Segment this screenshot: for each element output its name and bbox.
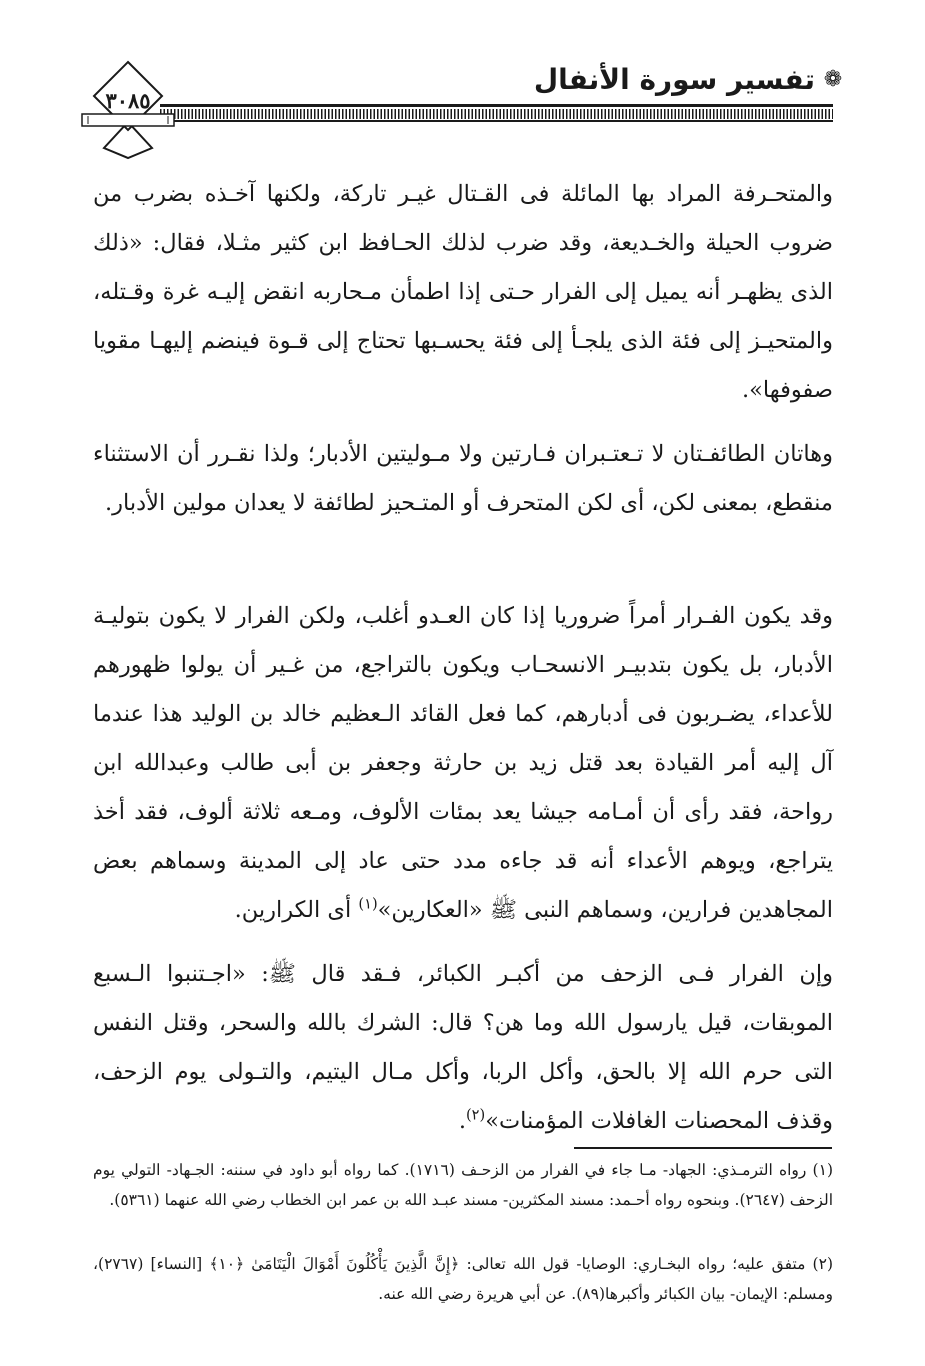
footnote-ref-2: (٢)	[465, 1106, 486, 1124]
header-rule-bottom	[160, 120, 833, 122]
flower-ornament-icon: ❁	[823, 67, 843, 92]
paragraph-2: وهاتان الطائفـتان لا تـعتـبران فـارتين ولا مـوليتين الأدبار؛ ولذا نقـرر أن الاستثناء منقطع، بمعنى لكن، أى لكن المتحرف أو المتـحيز لطائفة لا يعدان مولين الأدبار.	[93, 441, 833, 516]
paragraph-3-text: وقد يكون الفـرار أمراً ضروريا إذا كان العـدو أغلب، ولكن الفرار لا يكون بتوليـة الأدبار، بل يكون بتدبيـر الانسحـاب ويكون بالتراجع، من غـير أن يولوا ظهورهم للأعداء، يضـربون فى أدبارهم، كما فعل القائد الـعظيم خالد بن الوليد هذا عندما آل إليه أمر القيادة بعد قتل زيد بن حارثة وجعفر بن أبى طالب وعبدالله ابن رواحة، فقد رأى أن أمـامه جيشا يعد بمئات الألوف، ومـعه ثلاثة ألوف، فقد أخذ يتراجع، ويوهم الأعداء أنه قد جاءه مدد حتى عاد إلى المدينة وسماهم بعض المجاهدين فرارين، وسماهم النبى ﷺ «العكارين»	[93, 603, 833, 923]
paragraph-1: والمتحـرفة المراد بها المائلة فى القـتال غيـر تاركة، ولكنها آخـذه بضرب من ضروب الحيلة والخـديعة، وقد ضرب لذلك الحـافظ ابن كثير مثـلا، فقال: «ذلك الذى يظهـر أنه يميل إلى الفرار حـتى إذا اطمأن مـحاربه انقض إليـه غرة وقـتله، والمتحيـز إلى فئة الذى يلجـأ إلى فئة يحسـبها تحتاج إلى قـوة فينضم إليهـا مقويا صفوفها».	[93, 181, 833, 403]
footnote-ref-1: (١)	[358, 895, 378, 913]
header-rule-hatching	[160, 109, 833, 119]
paragraph-4-tail: .	[458, 1108, 466, 1134]
paragraph-3	[93, 592, 833, 935]
footnote-2: (٢) متفق عليه؛ رواه البخـاري: الوصايا- قول الله تعالى: ﴿إِنَّ الَّذِينَ يَأْكُلُونَ أَمْوَالَ الْيَتَامَىٰ ﴿١٠﴾ [النساء] (٢٧٦٧)، ومسلم: الإيمان- بيان الكبائر وأكبرها(٨٩). عن أبي هريرة رضي الله عنه.	[93, 1255, 833, 1303]
page-number-frame	[80, 58, 176, 162]
footnote-1: (١) رواه الترمـذي: الجهاد- مـا جاء في الفرار من الزحـف (١٧١٦). كما رواه أبو داود في سننه: الجـهاد- التولي يوم الزحف (٢٦٤٧). وبنحوه رواه أحـمد: مسند المكثرين- مسند عبـد الله بن عمر ابن الخطاب رضي الله عنهما (٥٣٦١).	[93, 1161, 833, 1209]
header-rule	[160, 104, 833, 107]
paragraph-3-tail: أى الكرارين.	[234, 897, 359, 923]
running-header-title: تفسير سورة الأنفال	[533, 63, 815, 96]
footnote-separator	[574, 1147, 832, 1149]
page-number: ٣٠٨٥	[105, 88, 151, 113]
paragraph-4-text: وإن الفرار فـى الزحف من أكبـر الكبائر، فـقد قال ﷺ: «اجـتنبوا الـسبع الموبقات، قيل يارسول الله وما هن؟ قال: الشرك بالله والسحر، وقتل النفس التى حرم الله إلا بالحق، وأكل الربا، وأكل مـال اليتيم، والتـولى يوم الزحف، وقذف المحصنات الغافلات المؤمنات»	[93, 961, 833, 1134]
paragraph-4	[93, 950, 833, 1146]
